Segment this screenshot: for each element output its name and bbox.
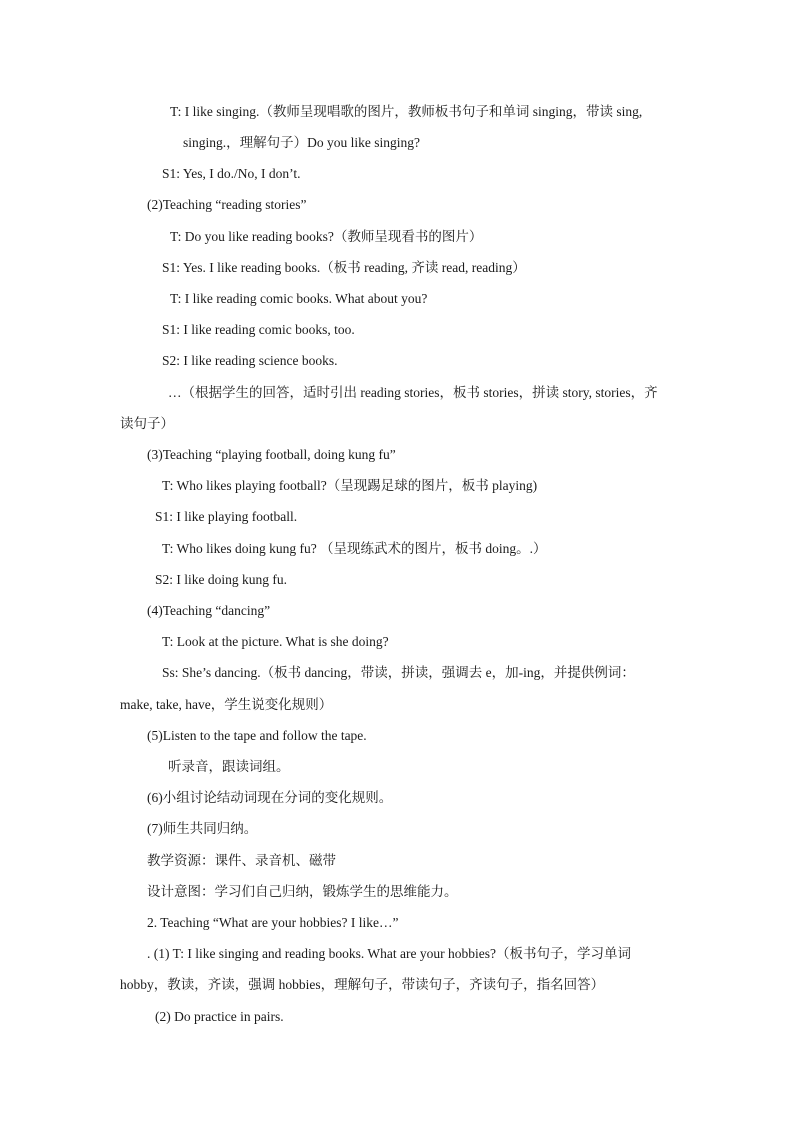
text-line: S1: I like playing football. — [155, 509, 298, 524]
text-line: . (1) T: I like singing and reading books. What are your hobbies?（板书句子，学习单词 — [147, 946, 631, 961]
text-line: T: Do you like reading books?（教师呈现看书的图片） — [170, 229, 483, 244]
text-line: 2. Teaching “What are your hobbies? I like…” — [147, 915, 399, 930]
text-line: S2: I like doing kung fu. — [155, 572, 287, 587]
text-line: T: Who likes doing kung fu? （呈现练武术的图片，板书 doing。.） — [162, 541, 547, 556]
text-line: T: I like singing.（教师呈现唱歌的图片，教师板书句子和单词 singing，带读 sing, — [170, 104, 643, 119]
text-line: (7)师生共同归纳。 — [147, 821, 258, 836]
text-line: (5)Listen to the tape and follow the tape. — [147, 728, 367, 743]
text-line: (2) Do practice in pairs. — [155, 1009, 284, 1024]
text-line: make, take, have，学生说变化规则） — [120, 697, 333, 712]
text-line: …（根据学生的回答，适时引出 reading stories，板书 stories，拼读 story, stories，齐 — [168, 385, 658, 400]
text-line: 听录音，跟读词组。 — [168, 759, 290, 774]
text-line: T: I like reading comic books. What about you? — [170, 291, 428, 306]
text-line: S1: Yes. I like reading books.（板书 reading, 齐读 read, reading） — [162, 260, 526, 275]
text-line: singing.，理解句子）Do you like singing? — [183, 135, 420, 150]
text-line: S2: I like reading science books. — [162, 353, 338, 368]
text-line: S1: I like reading comic books, too. — [162, 322, 355, 337]
text-line: S1: Yes, I do./No, I don’t. — [162, 166, 301, 181]
text-line: (2)Teaching “reading stories” — [147, 197, 307, 212]
text-line: 教学资源：课件、录音机、磁带 — [147, 853, 336, 868]
text-line: (6)小组讨论结动词现在分词的变化规则。 — [147, 790, 393, 805]
text-line: 读句子） — [120, 416, 174, 431]
text-line: T: Look at the picture. What is she doing? — [162, 634, 389, 649]
text-line: 设计意图：学习们自己归纳，锻炼学生的思维能力。 — [147, 884, 458, 899]
text-line: T: Who likes playing football?（呈现踢足球的图片，板书 playing) — [162, 478, 538, 493]
text-line: hobby，教读，齐读，强调 hobbies，理解句子，带读句子，齐读句子，指名回答） — [120, 977, 605, 992]
text-line: (4)Teaching “dancing” — [147, 603, 271, 618]
text-line: (3)Teaching “playing football, doing kung fu” — [147, 447, 396, 462]
text-line: Ss: She’s dancing.（板书 dancing，带读，拼读，强调去 e，加-ing，并提供例词： — [162, 665, 635, 680]
